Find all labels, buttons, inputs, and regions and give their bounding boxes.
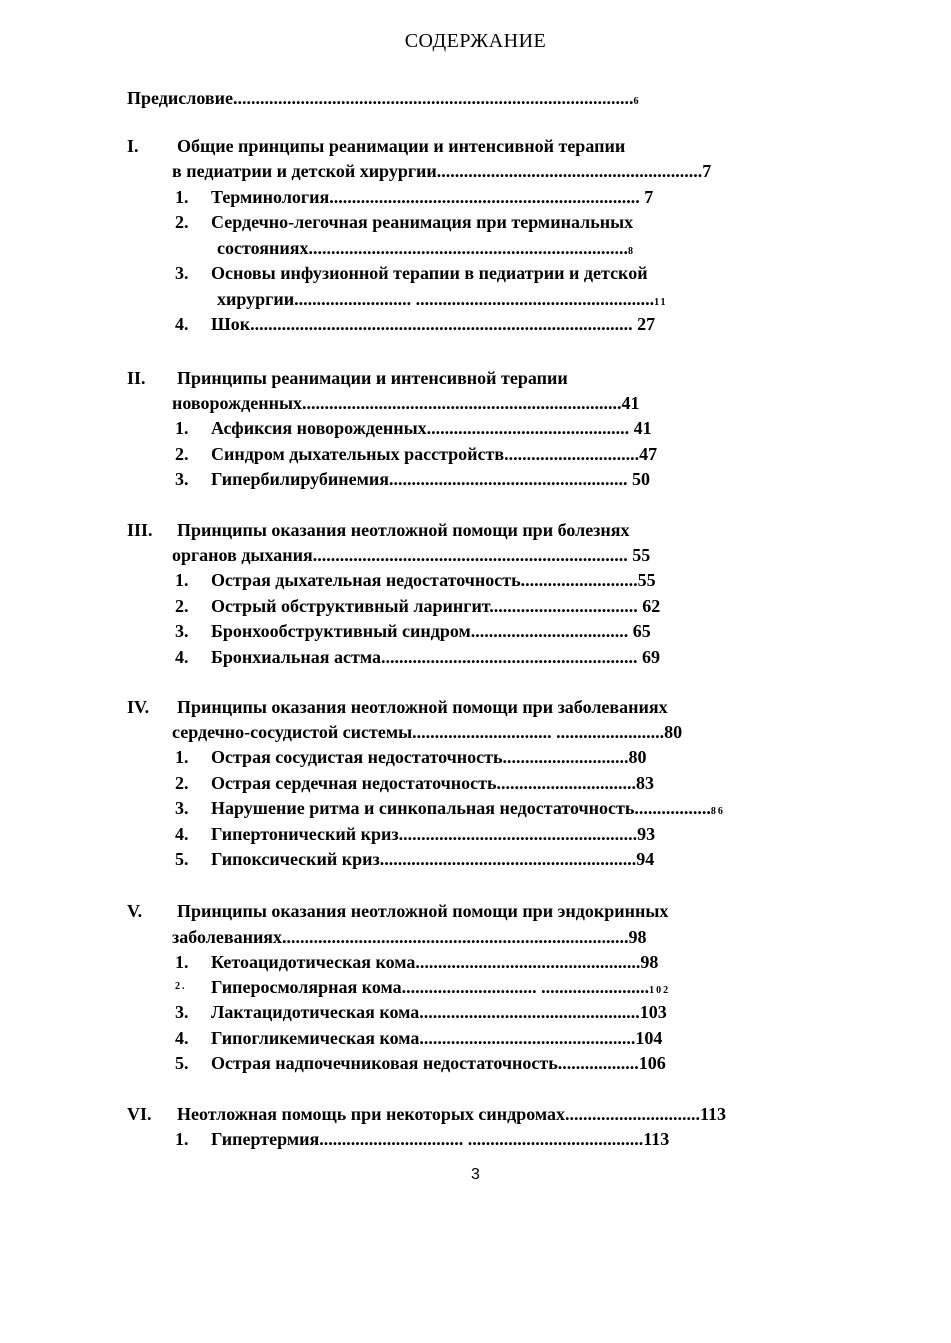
toc-item: Основы инфузионной терапии в педиатрии и детской [211, 263, 648, 283]
toc-item: Острая сосудистая недостаточность............................80 [211, 747, 647, 767]
toc-item: Острая надпочечниковая недостаточность..................106 [211, 1053, 666, 1073]
toc-item-number: 1. [175, 952, 189, 972]
toc-section-title: Принципы оказания неотложной помощи при эндокринных [177, 901, 669, 921]
toc-item-text: Нарушение ритма и синкопальная недостаточность................. [211, 798, 711, 818]
toc-item-number: 2. [175, 773, 189, 793]
toc-item: Бронхиальная астма......................................................... 69 [211, 647, 661, 667]
toc-item-number: 4. [175, 1028, 189, 1048]
toc-item-number: 3. [175, 263, 189, 283]
toc-section-numeral: VI. [127, 1104, 152, 1124]
toc-item-page: 11 [654, 297, 668, 308]
toc-section-numeral: III. [127, 520, 153, 540]
toc-section-numeral: II. [127, 368, 146, 388]
toc-item-number: 3. [175, 1002, 189, 1022]
toc-item-cont-text: состояниях....................................................................... [217, 238, 628, 258]
toc-item: Гипертермия................................ .......................................113 [211, 1129, 670, 1149]
toc-item-number: 2. [175, 444, 189, 464]
toc-item-number: 3. [175, 469, 189, 489]
toc-section-title-cont: сердечно-сосудистой системы............................... ........................80 [172, 722, 683, 742]
toc-item-page: 102 [649, 985, 671, 996]
page-number: 3 [471, 1166, 480, 1183]
toc-preface-label: Предисловие......................................................................................... [127, 88, 634, 108]
toc-preface [127, 87, 640, 113]
toc-item-number: 5. [175, 849, 189, 869]
toc-item-text: Гиперосмолярная кома.............................. ........................ [211, 977, 650, 997]
toc-item [211, 976, 670, 1002]
toc-section-numeral: I. [127, 136, 139, 156]
toc-item-number: 1. [175, 1129, 189, 1149]
toc-item: Гипогликемическая кома................................................104 [211, 1028, 663, 1048]
toc-item-cont-text: хирургии.......................... ..................................................... [217, 289, 655, 309]
toc-item-number: 1. [175, 570, 189, 590]
toc-item: Шок..................................................................................... 27 [211, 314, 656, 334]
toc-item: Острая дыхательная недостаточность..........................55 [211, 570, 656, 590]
toc-item-number: 2. [175, 981, 187, 992]
toc-item-number: 1. [175, 418, 189, 438]
toc-item: Лактацидотическая кома.................................................103 [211, 1002, 667, 1022]
toc-section-title: Принципы оказания неотложной помощи при болезнях [177, 520, 630, 540]
toc-item: Острая сердечная недостаточность...............................83 [211, 773, 655, 793]
toc-item: Сердечно-легочная реанимация при терминальных [211, 212, 634, 232]
toc-section-title: Принципы оказания неотложной помощи при заболеваниях [177, 697, 668, 717]
toc-item-number: 2. [175, 212, 189, 232]
toc-section-numeral: V. [127, 901, 143, 921]
toc-item: Острый обструктивный ларингит................................. 62 [211, 596, 661, 616]
toc-item-number: 1. [175, 187, 189, 207]
toc-item: Синдром дыхательных расстройств..............................47 [211, 444, 658, 464]
toc-section-title-cont: заболеваниях.............................................................................98 [172, 927, 647, 947]
toc-item-number: 3. [175, 798, 189, 818]
toc-section-title-cont: новорожденных.......................................................................41 [172, 393, 640, 413]
toc-item [211, 797, 725, 823]
toc-item: Гипоксический криз.........................................................94 [211, 849, 655, 869]
toc-item-cont [217, 237, 635, 263]
toc-section-numeral: IV. [127, 697, 150, 717]
toc-item-number: 5. [175, 1053, 189, 1073]
toc-item: Кетоацидотическая кома..................................................98 [211, 952, 659, 972]
toc-item-number: 4. [175, 314, 189, 334]
toc-item: Асфиксия новорожденных............................................. 41 [211, 418, 652, 438]
toc-preface-page: 6 [633, 96, 641, 107]
toc-item: Гипертонический криз.....................................................93 [211, 824, 656, 844]
toc-section-title: Неотложная помощь при некоторых синдромах..............................113 [177, 1104, 727, 1124]
toc-item-page: 86 [710, 806, 725, 817]
toc-section-title-cont: в педиатрии и детской хирургии...........................................................7 [172, 161, 712, 181]
page-title: СОДЕРЖАНИЕ [404, 30, 547, 52]
toc-section-title-cont: органов дыхания...................................................................... 55 [172, 545, 651, 565]
toc-item-number: 3. [175, 621, 189, 641]
toc-item-number: 4. [175, 647, 189, 667]
toc-item-number: 2. [175, 596, 189, 616]
toc-section-title: Общие принципы реанимации и интенсивной терапии [177, 136, 626, 156]
toc-item-number: 1. [175, 747, 189, 767]
toc-item: Терминология..................................................................... 7 [211, 187, 654, 207]
toc-item-cont [217, 288, 668, 314]
toc-item: Бронхообструктивный синдром................................... 65 [211, 621, 651, 641]
toc-item-page: 8 [627, 246, 635, 257]
toc-item-number: 4. [175, 824, 189, 844]
toc-item: Гипербилирубинемия..................................................... 50 [211, 469, 650, 489]
toc-section-title: Принципы реанимации и интенсивной терапии [177, 368, 568, 388]
